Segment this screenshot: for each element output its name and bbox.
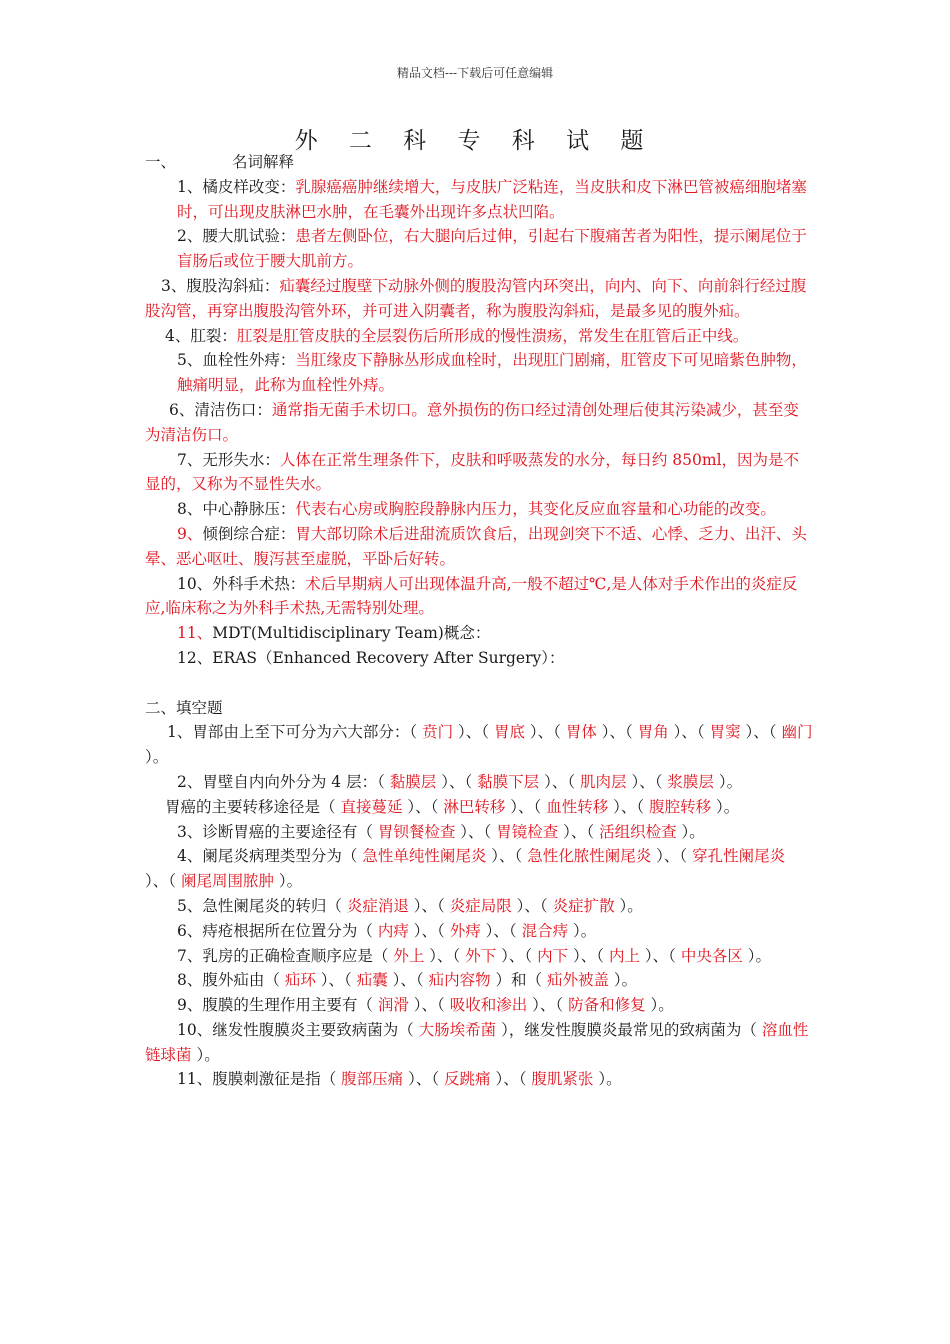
answer: 黏膜层 [389, 772, 437, 791]
answer: 内上 [608, 946, 640, 965]
answer: 浆膜层 [667, 772, 714, 791]
answer: 贲门 [422, 723, 454, 742]
answer: 中央各区 [680, 946, 743, 965]
definition-number: 11、 [177, 624, 213, 643]
answer: 反跳痛 [444, 1070, 491, 1089]
answer: 血性转移 [546, 797, 609, 816]
answer: 疝内容物 [428, 971, 491, 990]
definition-text: 患者左侧卧位，右大腿向后过伸，引起右下腹痛苦者为阳性，提示阑尾位于盲肠后或位于腰大肌前方。 [177, 227, 807, 271]
definition-item [145, 572, 813, 622]
answer: 淋巴转移 [443, 797, 506, 816]
fill-question: 8、腹外疝由（ 疝环 ）、（ 疝囊 ）、（ 疝内容物 ）和（ 疝外被盖 ）。 [177, 971, 638, 990]
answer: 外下 [465, 946, 497, 965]
joiner-text: 和 [511, 971, 527, 990]
definition-term: 5、血栓性外痔： [177, 351, 296, 370]
section-number: 一、 [145, 153, 177, 171]
definition-item [145, 448, 813, 498]
question-text: 3、诊断胃癌的主要途径有 [177, 822, 358, 841]
answer: 胃角 [637, 723, 669, 742]
definition-number: 9、 [177, 524, 203, 543]
question-text: 7、乳房的正确检查顺序应是 [177, 946, 373, 965]
definition-item [145, 497, 813, 522]
answer: 混合痔 [521, 921, 569, 940]
answer: 肌肉层 [580, 772, 627, 791]
fill-question: 5、急性阑尾炎的转归（ 炎症消退 ）、（ 炎症局限 ）、（ 炎症扩散 ）。 [177, 896, 643, 915]
page-title: 外 二 科 专 科 试 题 [294, 128, 656, 154]
question-text: 8、腹外疝由 [177, 971, 265, 990]
page-header: 精品文档---下载后可任意编辑 [396, 66, 554, 80]
fill-question: 3、诊断胃癌的主要途径有（ 胃钡餐检查 ）、（ 胃镜检查 ）、（ 活组织检查 ）。 [177, 822, 705, 841]
answer: 润滑 [377, 996, 409, 1015]
answer: 胃镜检查 [496, 822, 559, 841]
answer: 内痔 [377, 921, 409, 940]
definition-term: 倾倒综合症： [202, 524, 296, 543]
definition-text: 当肛缘皮下静脉丛形成血栓时，出现肛门剧痛，肛管皮下可见暗紫色肿物，触痛明显，此称为血栓性外痔。 [177, 351, 807, 395]
question-text: 4、阑尾炎病理类型分为 [177, 847, 342, 866]
answer: 疝囊 [356, 971, 388, 990]
definition-text: 乳腺癌癌肿继续增大，与皮肤广泛粘连，当皮肤和皮下淋巴管被癌细胞堵塞时，可出现皮肤淋巴水肿，在毛囊外出现许多点状凹陷。 [177, 177, 807, 221]
answer: 吸收和渗出 [449, 996, 528, 1015]
question-text: 11、腹膜刺激征是指 [177, 1070, 321, 1089]
definition-term: 1、橘皮样改变： [177, 177, 296, 196]
fill-question: 1、胃部由上至下可分为六大部分：（ 贲门 ）、（ 胃底 ）、（ 胃体 ）、（ 胃角 ）、（ 胃窦 ）、（ 幽门 ）。 [145, 723, 813, 767]
fill-question: 10、继发性腹膜炎主要致病菌为（ 大肠埃希菌 ），继发性腹膜炎最常见的致病菌为（ 溶血性链球菌 ）。 [145, 1020, 809, 1064]
answer: 阑尾周围脓肿 [180, 872, 274, 891]
section-label: 名词解释 [232, 153, 295, 171]
definition-item [145, 646, 813, 671]
question-text: 5、急性阑尾炎的转归 [177, 896, 327, 915]
definition-text: 代表右心房或胸腔段静脉内压力，其变化反应血容量和心功能的改变。 [295, 500, 776, 519]
definition-text: 通常指无菌手术切口。意外损伤的伤口经过清创处理后使其污染减少，甚至变为清洁伤口。 [145, 400, 799, 444]
question-text: 胃癌的主要转移途径是 [165, 797, 321, 816]
answer: 穿孔性阑尾炎 [692, 847, 786, 866]
answer: 胃钡餐检查 [377, 822, 456, 841]
document-body [145, 150, 813, 1092]
answer: 外痔 [449, 921, 481, 940]
definition-term: 4、肛裂： [165, 326, 237, 345]
definition-item [145, 621, 813, 646]
question-text: 9、腹膜的生理作用主要有 [177, 996, 358, 1015]
fill-question: 11、腹膜刺激征是指（ 腹部压痛 ）、（ 反跳痛 ）、（ 腹肌紧张 ）。 [177, 1070, 622, 1089]
answer: 腹部压痛 [341, 1070, 404, 1089]
definition-item [145, 324, 813, 349]
fill-question: 7、乳房的正确检查顺序应是（ 外上 ）、（ 外下 ）、（ 内下 ）、（ 内上 ）、（ 中央各区 ）。 [177, 946, 772, 965]
fill-question: 4、阑尾炎病理类型分为（ 急性单纯性阑尾炎 ）、（ 急性化脓性阑尾炎 ）、（ 穿孔性阑尾炎 ）、（ 阑尾周围脓肿 ）。 [145, 847, 786, 891]
fill-question: 9、腹膜的生理作用主要有（ 润滑 ）、（ 吸收和渗出 ）、（ 防备和修复 ）。 [177, 996, 674, 1015]
answer: 胃底 [493, 723, 525, 742]
definition-item [145, 274, 813, 324]
answer: 腹腔转移 [649, 797, 712, 816]
fill-question: 胃癌的主要转移途径是（ 直接蔓延 ）、（ 淋巴转移 ）、（ 血性转移 ）、（ 腹腔转移 ）。 [165, 797, 740, 816]
definition-item [145, 398, 813, 448]
definition-term: 3、腹股沟斜疝： [161, 276, 280, 295]
definition-term: 2、腰大肌试验： [177, 227, 296, 246]
answer: 胃体 [565, 723, 597, 742]
question-text: 6、痔疮根据所在位置分为 [177, 921, 358, 940]
definition-text: 胃大部切除术后进甜流质饮食后，出现剑突下不适、心悸、乏力、出汗、头晕、恶心呕吐、腹泻甚至虚脱，平卧后好转。 [145, 524, 807, 568]
definition-term: MDT(Multidisciplinary Team)概念： [212, 624, 491, 643]
definition-text: 人体在正常生理条件下，皮肤和呼吸蒸发的水分，每日约 850ml，因为是不显的，又称为不显性失水。 [145, 450, 800, 494]
section-heading-2: 二、填空题 [145, 698, 223, 717]
question-text: 2、胃壁自内向外分为 4 层： [177, 772, 378, 791]
answer: 疝外被盖 [546, 971, 609, 990]
definition-term: 7、无形失水： [177, 450, 280, 469]
definition-item [145, 224, 813, 274]
definition-item [145, 348, 813, 398]
definition-term: 8、中心静脉压： [177, 500, 296, 519]
answer: 直接蔓延 [340, 797, 403, 816]
answer: 炎症局限 [449, 896, 512, 915]
answer: 炎症消退 [346, 896, 409, 915]
answer: 疝环 [284, 971, 316, 990]
question-text: 10、继发性腹膜炎主要致病菌为 [177, 1020, 399, 1039]
definition-term: 12、ERAS（Enhanced Recovery After Surgery）： [177, 648, 565, 667]
section-heading-1 [145, 150, 813, 175]
fill-question: 6、痔疮根据所在位置分为（ 内痔 ）、（ 外痔 ）、（ 混合痔 ）。 [177, 921, 597, 940]
definition-term: 10、外科手术热： [177, 574, 306, 593]
answer: 炎症扩散 [552, 896, 615, 915]
answer: 防备和修复 [568, 996, 646, 1015]
answer: 黏膜下层 [477, 772, 540, 791]
answer: 腹肌紧张 [531, 1070, 594, 1089]
question-text: ，继发性腹膜炎最常见的致病菌为 [508, 1020, 742, 1039]
definition-item [145, 175, 813, 225]
answer: 幽门 [781, 723, 813, 742]
answer: 大肠埃希菌 [418, 1020, 497, 1039]
answer: 急性化脓性阑尾炎 [527, 847, 652, 866]
answer: 急性单纯性阑尾炎 [362, 847, 487, 866]
definition-text: 术后早期病人可出现体温升高,一般不超过℃,是人体对手术作出的炎症反应,临床称之为外科手术热,无需特别处理。 [145, 574, 798, 618]
definition-text: 肛裂是肛管皮肤的全层裂伤后所形成的慢性溃疡，常发生在肛管后正中线。 [236, 326, 749, 345]
answer: 溶血性链球菌 [145, 1020, 809, 1064]
answer: 胃窦 [709, 723, 741, 742]
answer: 外上 [393, 946, 425, 965]
definition-item [145, 522, 813, 572]
answer: 内下 [537, 946, 569, 965]
answer: 活组织检查 [599, 822, 677, 841]
definition-text: 疝囊经过腹壁下动脉外侧的腹股沟管内环突出，向内、向下、向前斜行经过腹股沟管，再穿出腹股沟管外环，并可进入阴囊者，称为腹股沟斜疝，是最多见的腹外疝。 [145, 276, 807, 320]
fill-question: 2、胃壁自内向外分为 4 层：（ 黏膜层 ）、（ 黏膜下层 ）、（ 肌肉层 ）、（ 浆膜层 ）。 [177, 772, 743, 791]
definition-term: 6、清洁伤口： [169, 400, 272, 419]
question-text: 1、胃部由上至下可分为六大部分： [167, 723, 410, 742]
